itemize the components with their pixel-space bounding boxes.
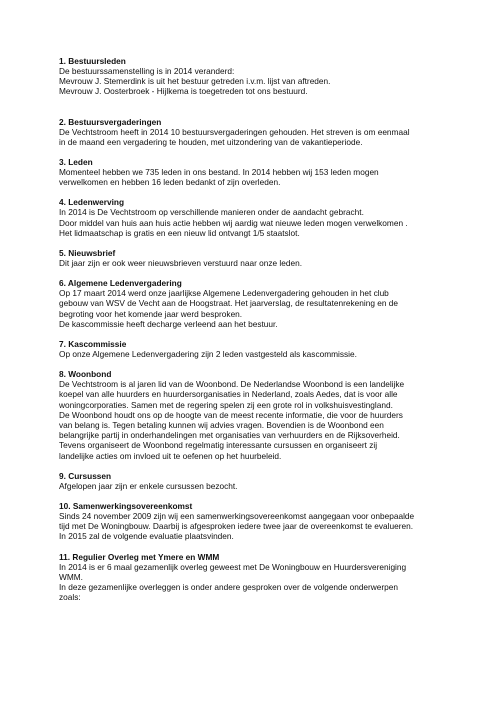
section-heading: 9. Cursussen	[59, 470, 112, 481]
section-cursussen	[59, 471, 459, 491]
paragraph-line: Momenteel hebben we 735 leden in ons bestand. In 2014 hebben wij 153 leden mogen	[59, 167, 379, 178]
paragraph-line: in de maand een vergadering te houden, met uitzondering van de vakantieperiode.	[59, 136, 363, 147]
paragraph-line: Afgelopen jaar zijn er enkele cursussen bezocht.	[59, 480, 238, 491]
paragraph-line: De kascommissie heeft decharge verleend aan het bestuur.	[59, 318, 278, 329]
paragraph-line: Het lidmaatschap is gratis en een nieuw lid ontvangt 1/5 staatslot.	[59, 227, 300, 238]
section-algemene-ledenvergadering	[59, 278, 459, 329]
paragraph-line: In 2014 is er 6 maal gezamenlijk overleg geweest met De Woningbouw en Huurdersvereniging	[59, 561, 407, 572]
section-heading: 4. Ledenwerving	[59, 197, 125, 208]
paragraph-line: tijd met De Woningbouw. Daarbij is afgesproken iedere twee jaar de overeenkomst te evalueren.	[59, 521, 414, 532]
section-heading: 8. Woonbond	[59, 369, 112, 380]
section-leden	[59, 157, 459, 187]
paragraph-line: woningcorporaties. Samen met de regering spelen zij een grote rol in volkshuisvestingland.	[59, 399, 393, 410]
paragraph-line: Tevens organiseert de Woonbond regelmatig interessante cursussen en organiseert zij	[59, 440, 378, 451]
section-ledenwerving	[59, 197, 459, 238]
section-heading: 5. Nieuwsbrief	[59, 248, 116, 259]
section-kascommissie	[59, 339, 459, 359]
paragraph-line: gebouw van WSV de Vecht aan de Hoogstraat. Het jaarverslag, de resultatenrekening en de	[59, 298, 399, 309]
paragraph-line: In 2014 is De Vechtstroom op verschillende manieren onder de aandacht gebracht.	[59, 207, 364, 218]
paragraph-line: koepel van alle huurders en huurdersorganisaties in Nederland, zoals Aedes, dat is voor alle	[59, 389, 398, 400]
paragraph-line: belangrijke partij in onderhandelingen met organisaties van verhuurders en de Rijksoverheid.	[59, 430, 400, 441]
section-heading: 3. Leden	[59, 157, 93, 168]
paragraph-line: begroting voor het komende jaar werd besproken.	[59, 308, 243, 319]
paragraph-line: De Vechtstroom heeft in 2014 10 bestuursvergaderingen gehouden. Het streven is om eenmaal	[59, 126, 410, 137]
paragraph-line: Mevrouw J. Stemerdink is uit het bestuur getreden i.v.m. lijst van aftreden.	[59, 76, 331, 87]
paragraph-line: De bestuurssamenstelling is in 2014 veranderd:	[59, 66, 235, 76]
paragraph-line: In deze gezamenlijke overleggen is onder andere gesproken over de volgende onderwerpen	[59, 582, 399, 593]
section-woonbond	[59, 369, 459, 461]
paragraph-line: De Woonbond houdt ons op de hoogte van de meest recente informatie, die voor de huurders	[59, 409, 403, 420]
paragraph-line: Op 17 maart 2014 werd onze jaarlijkse Algemene Ledenvergadering gehouden in het club	[59, 288, 389, 299]
paragraph-line: De Vechtstroom is al jaren lid van de Woonbond. De Nederlandse Woonbond is een landelijke	[59, 379, 405, 390]
paragraph-line: WMM.	[59, 571, 83, 582]
section-heading: 2. Bestuursvergaderingen	[59, 116, 162, 127]
section-heading: 7. Kascommissie	[59, 339, 127, 350]
paragraph-line: Op onze Algemene Ledenvergadering zijn 2 leden vastgesteld als kascommissie.	[59, 349, 357, 360]
paragraph-line: In 2015 zal de volgende evaluatie plaatsvinden.	[59, 531, 234, 542]
section-heading: 1. Bestuursleden	[59, 56, 126, 66]
section-heading: 6. Algemene Ledenvergadering	[59, 278, 182, 289]
paragraph-line: Sinds 24 november 2009 zijn wij een samenwerkingsovereenkomst aangegaan voor onbepaalde	[59, 511, 415, 522]
paragraph-line: Mevrouw J. Oosterbroek - Hijlkema is toegetreden tot ons bestuurd.	[59, 86, 308, 97]
paragraph-line: van belang is. Tegen betaling kunnen wij advies vragen. Bovendien is de Woonbond een	[59, 420, 384, 431]
section-samenwerkingsovereenkomst	[59, 501, 459, 542]
section-regulier-overleg	[59, 552, 459, 603]
section-heading: 10. Samenwerkingsovereenkomst	[59, 501, 193, 512]
paragraph-line: landelijke acties om invloed uit te oefenen op het huurbeleid.	[59, 450, 282, 461]
section-bestuursvergaderingen	[59, 117, 459, 147]
section-heading: 11. Regulier Overleg met Ymere en WMM	[59, 551, 220, 562]
paragraph-line: Door middel van huis aan huis actie hebben wij aardig wat nieuwe leden mogen verwelkomen .	[59, 217, 408, 228]
section-nieuwsbrief	[59, 248, 459, 268]
paragraph-line: Dit jaar zijn er ook weer nieuwsbrieven verstuurd naar onze leden.	[59, 258, 303, 269]
paragraph-line: verwelkomen en hebben 16 leden bedankt of zijn overleden.	[59, 177, 281, 188]
paragraph-line: zoals:	[59, 592, 81, 603]
section-bestuursleden	[59, 56, 459, 97]
document-page	[59, 56, 459, 603]
